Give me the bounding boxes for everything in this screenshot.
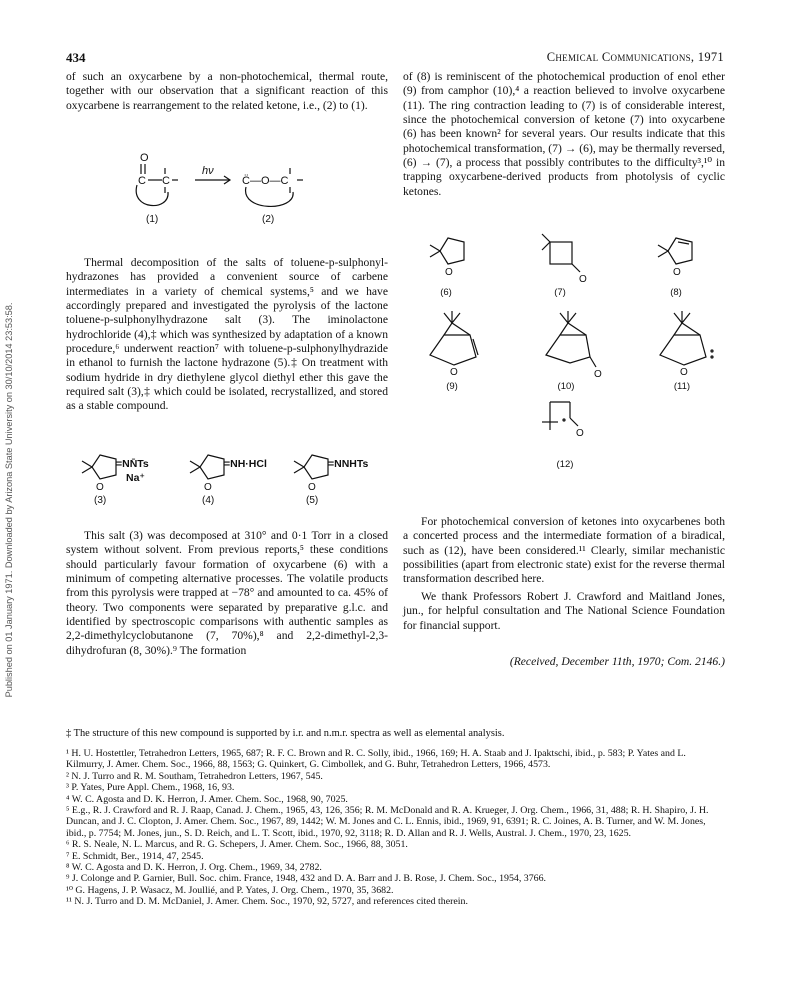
label-12: (12) [556, 459, 574, 470]
svg-text:O: O [204, 482, 212, 493]
svg-text:=NNHTs: =NNHTs [328, 458, 369, 470]
left-paragraph-2: Thermal decomposition of the salts of toluene-p-sulphonyl-hydrazones has provided a convenient source of carbene intermediates in a variety of chemical systems,⁵ and we have accordingly prepared and investigated the pyrolysis of the lactone toluene-p-sulphonylhydrazone salt (3). The iminolactone hydrochloride (4),‡ which was synthesized by adaptation of a known procedure,⁶ underwent reaction⁷ with toluene-p-sulphonylhydrazide in ethanol to furnish the lactone hydrazone (5).‡ On treatment with sodium hydride in dry diethylene glycol diethyl ether this gave the required salt (3),‡ which could be isolated, recrystallized, and stored as a stable compound. [66, 256, 388, 413]
download-watermark: Published on 01 January 1971. Downloaded by Arizona State University on 30/10/2014 23:53:58. [4, 302, 14, 698]
svg-text:=NN̄Ts: =NN̄Ts [116, 458, 149, 470]
svg-text:Na⁺: Na⁺ [126, 472, 145, 484]
svg-text:C̈—O—C: C̈—O—C [242, 175, 289, 187]
reference-item: ⁸ W. C. Agosta and D. K. Herron, J. Org. Chem., 1969, 34, 2782. [66, 862, 322, 874]
svg-text:O: O [594, 369, 602, 380]
label-11: (11) [673, 381, 691, 392]
svg-text:C: C [138, 175, 146, 187]
svg-text:O: O [576, 428, 584, 439]
structures-3-4-5 [70, 445, 390, 505]
svg-text:O: O [96, 482, 104, 493]
reference-item: ⁹ J. Colonge and P. Garnier, Bull. Soc. chim. France, 1948, 432 and D. A. Barr and J. B. Rose, J. Chem. Soc., 1954, 3766. [66, 873, 547, 885]
scheme-ketone-to-oxycarbene [110, 150, 350, 230]
svg-text:(2): (2) [262, 214, 275, 225]
label-8: (8) [670, 287, 682, 298]
reference-item: ⁶ R. S. Neale, N. L. Marcus, and R. G. Schepers, J. Amer. Chem. Soc., 1966, 88, 3051. [66, 839, 408, 851]
reference-item: ¹ H. U. Hostettler, Tetrahedron Letters, 1965, 687; R. F. C. Brown and R. C. Solly, ibid., 1966, 169; H. A. Staab and J. Ipaktschi, ibid., p. 583; P. Yates and L. Kilmurry, J. Amer. Chem. Soc., 1966, 88, 1563; G. Quinkert, G. Cimbollek, and G. Buhr, Tetrahedron Letters, 1966, 4573. [66, 748, 686, 771]
references [66, 748, 726, 908]
right-paragraph-1: of (8) is reminiscent of the photochemical production of enol ether (9) from camphor (10),⁴ a reaction believed to involve oxycarbene (11). The ring contraction leading to (7) is of considerable interest, since the photochemical conversion of ketone (7) into oxycarbene (6) has been known² for several years. Our results indicate that this photochemical transformation, (7) → (6), may be thermally reversed, (6) → (7), a process that possibly contributes to the difficulty³,¹⁰ in trapping oxycarbene-derived products from photolysis of cyclic ketones. [403, 70, 725, 198]
reference-item: ⁷ E. Schmidt, Ber., 1914, 47, 2545. [66, 850, 204, 862]
received-date: (Received, December 11th, 1970; Com. 2146.) [509, 655, 725, 668]
page-number: 434 [66, 50, 86, 65]
svg-text:O: O [308, 482, 316, 493]
structure-12-biradical [530, 398, 600, 458]
reference-item: ³ P. Yates, Pure Appl. Chem., 1968, 16, 93. [66, 782, 235, 794]
svg-text:O: O [579, 274, 587, 285]
svg-text:O: O [673, 267, 681, 278]
svg-text:O: O [680, 367, 688, 378]
svg-text:(5): (5) [306, 495, 319, 506]
reference-item: ¹¹ N. J. Turro and D. M. McDaniel, J. Amer. Chem. Soc., 1970, 92, 5727, and references cited therein. [66, 896, 468, 908]
right-paragraph-2: For photochemical conversion of ketones into oxycarbenes both a concerted process and the intermediate formation of a biradical, such as (12), have been considered.¹¹ Clearly, similar mechanistic possibilities (apart from electronic state) exist for the reverse thermal transformation described here. [403, 515, 725, 586]
structures-9-10-11 [410, 305, 730, 380]
svg-text:(1): (1) [146, 214, 159, 225]
label-6: (6) [440, 287, 452, 298]
reference-item: ⁵ E.g., R. J. Crawford and R. J. Raap, Canad. J. Chem., 1965, 43, 126, 356; R. M. McDonald and R. A. Krueger, J. Org. Chem., 1966, 31, 488; R. H. Shapiro, J. H. Duncan, and J. C. Clopton, J. Amer. Chem. Soc., 1967, 89, 1442; W. M. Jones and C. L. Ennis, ibid., 1969, 91, 6391; R. C. Joines, A. B. Turner, and W. M. Jones, ibid., p. 7754; M. Jones, jun., S. D. Reich, and L. T. Scott, ibid., 1970, 92, 3118; R. D. Allan and R. J. Wells, Austral. J. Chem., 1970, 23, 1625. [66, 805, 709, 839]
svg-text:(3): (3) [94, 495, 107, 506]
svg-text:hν: hν [202, 165, 214, 177]
svg-text:(4): (4) [202, 495, 215, 506]
reference-item: ⁴ W. C. Agosta and D. K. Herron, J. Amer. Chem. Soc., 1968, 90, 7025. [66, 793, 348, 805]
footnote: ‡ The structure of this new compound is supported by i.r. and n.m.r. spectra as well as elemental analysis. [66, 728, 505, 739]
left-paragraph-1: of such an oxycarbene by a non-photochemical, thermal route, together with our observation that a significant reaction of this oxycarbene is rearrangement to the related ketone, i.e., (2) to (1). [66, 70, 388, 112]
left-paragraph-3: This salt (3) was decomposed at 310° and 0·1 Torr in a closed system without solvent. From previous reports,⁵ these conditions should particularly favour formation of oxycarbene (6) with a minimum of competing alternative processes. The volatile products from this pyrolysis were trapped at −78° and amounted to ca. 45% of theory. Two components were separated by preparative g.l.c. and identified by spectroscopic comparisons with authentic samples as 2,2-dimethylcyclobutanone (7, 70%),⁸ and 2,2-dimethyl-2,3-dihydrofuran (8, 30%).⁹ The formation [66, 529, 388, 657]
label-10: (10) [557, 381, 575, 392]
label-7: (7) [554, 287, 566, 298]
svg-text:O: O [445, 267, 453, 278]
svg-text:C: C [162, 175, 170, 187]
journal-header: Chemical Communications, 1971 [546, 50, 724, 64]
acknowledgement: We thank Professors Robert J. Crawford and Maitland Jones, jun., for helpful consultation and The National Science Foundation for financial support. [403, 590, 725, 632]
svg-text:O: O [450, 367, 458, 378]
svg-text:=NH·HCl: =NH·HCl [224, 458, 267, 470]
svg-text:O: O [140, 152, 149, 164]
reference-item: ² N. J. Turro and R. M. Southam, Tetrahedron Letters, 1967, 545. [66, 770, 323, 782]
reference-item: ¹⁰ G. Hagens, J. P. Wasacz, M. Joullié, and P. Yates, J. Org. Chem., 1970, 35, 3682. [66, 884, 394, 896]
label-9: (9) [446, 381, 458, 392]
